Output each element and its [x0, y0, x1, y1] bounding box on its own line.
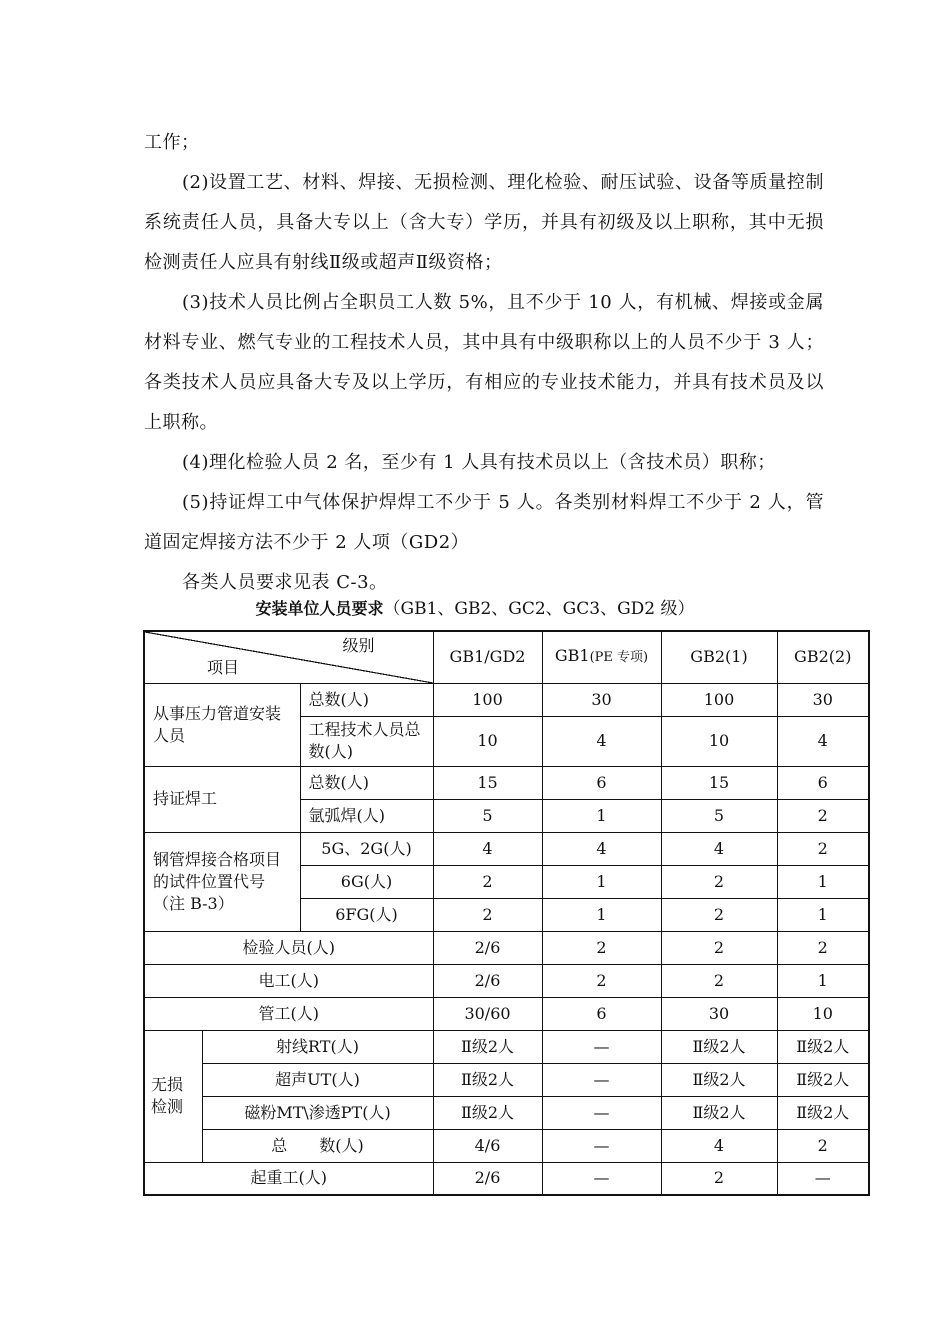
table-title-levels: （GB1、GB2、GC2、GC3、GD2 级） — [383, 599, 695, 619]
cell: — — [542, 1063, 661, 1096]
personnel-requirements-table — [143, 630, 870, 1196]
paragraph-3: (3)技术人员比例占全职员工人数 5%，且不少于 10 人，有机械、焊接或金属材料专业、燃气专业的工程技术人员，其中具有中级职称以上的人员不少于 3 人；各类技术人员应具备大专及以上学历，有相应的专业技术能力，并具有技术员及以上职称。 — [144, 292, 824, 433]
cell: 2 — [661, 898, 777, 931]
cell: Ⅱ级2人 — [433, 1063, 542, 1096]
row-label: 6G(人) — [300, 865, 433, 898]
row-label: 检验人员(人) — [144, 931, 433, 964]
row-label: 管工(人) — [144, 997, 433, 1030]
header-row — [144, 631, 869, 683]
header-level-label: 级别 — [342, 636, 375, 655]
cell: 15 — [433, 766, 542, 799]
row-label: 电工(人) — [144, 964, 433, 997]
group-steel-weld-positions: 钢管焊接合格项目的试件位置代号（注 B-3） — [144, 832, 300, 931]
cell: 1 — [542, 898, 661, 931]
cell: 6 — [542, 997, 661, 1030]
cell: 2/6 — [433, 964, 542, 997]
cell: 15 — [661, 766, 777, 799]
cell: 2 — [433, 898, 542, 931]
cell: 2 — [661, 865, 777, 898]
cell: 30 — [661, 997, 777, 1030]
row-label: 6FG(人) — [300, 898, 433, 931]
cell: 30 — [542, 683, 661, 716]
row-label: 氩弧焊(人) — [300, 799, 433, 832]
cell: 1 — [777, 898, 869, 931]
cell: 100 — [433, 683, 542, 716]
table-row — [144, 1162, 869, 1195]
cell: 1 — [777, 964, 869, 997]
cell: — — [777, 1162, 869, 1195]
cell: 1 — [542, 865, 661, 898]
header-col-gb1-pe-main: GB1 — [554, 646, 590, 666]
cell: Ⅱ级2人 — [433, 1030, 542, 1063]
cell: 6 — [777, 766, 869, 799]
cell: 4/6 — [433, 1129, 542, 1162]
header-diagonal-cell — [144, 631, 433, 683]
cell: 1 — [542, 799, 661, 832]
cell: 100 — [661, 683, 777, 716]
row-label: 起重工(人) — [144, 1162, 433, 1195]
paragraph-2: (2)设置工艺、材料、焊接、无损检测、理化检验、耐压试验、设备等质量控制系统责任人员，具备大专以上（含大专）学历，并具有初级及以上职称，其中无损检测责任人应具有射线Ⅱ级或超声Ⅱ级资格； — [144, 172, 824, 273]
table-row — [144, 683, 869, 716]
cell: 2 — [661, 964, 777, 997]
table-title-main: 安装单位人员要求 — [255, 599, 384, 618]
cell: 6 — [542, 766, 661, 799]
cell: Ⅱ级2人 — [433, 1096, 542, 1129]
cell: Ⅱ级2人 — [661, 1030, 777, 1063]
cell: 2 — [777, 832, 869, 865]
cell: 2/6 — [433, 1162, 542, 1195]
paragraph-5: (5)持证焊工中气体保护焊焊工不少于 5 人。各类别材料焊工不少于 2 人，管道固定焊接方法不少于 2 人项（GD2） — [144, 492, 824, 553]
cell: — — [542, 1030, 661, 1063]
cell: 2 — [542, 964, 661, 997]
cell: 10 — [661, 716, 777, 766]
cell: 30/60 — [433, 997, 542, 1030]
table-row — [144, 1063, 869, 1096]
table-row — [144, 997, 869, 1030]
cell: 2 — [777, 1129, 869, 1162]
cell: 2 — [777, 931, 869, 964]
table-row — [144, 832, 869, 865]
cell: — — [542, 1129, 661, 1162]
cell: 2 — [542, 931, 661, 964]
header-col-gb1-pe-sub: (PE 专项) — [589, 650, 649, 666]
row-label: 5G、2G(人) — [300, 832, 433, 865]
cell: 10 — [777, 997, 869, 1030]
group-install-personnel: 从事压力管道安装人员 — [144, 683, 300, 766]
cell: 30 — [777, 683, 869, 716]
table-row — [144, 964, 869, 997]
table-row — [144, 1129, 869, 1162]
cell: 2/6 — [433, 931, 542, 964]
cell: 4 — [433, 832, 542, 865]
header-col-gb2-1: GB2(1) — [661, 631, 777, 683]
cell: Ⅱ级2人 — [777, 1096, 869, 1129]
cell: 2 — [433, 865, 542, 898]
cell: 4 — [661, 1129, 777, 1162]
table-title — [0, 597, 950, 621]
paragraph-1: 工作； — [144, 132, 200, 153]
group-ndt: 无损检测 — [144, 1030, 202, 1162]
group-certified-welders: 持证焊工 — [144, 766, 300, 832]
cell: Ⅱ级2人 — [661, 1063, 777, 1096]
cell: — — [542, 1162, 661, 1195]
cell: 4 — [542, 716, 661, 766]
cell: 2 — [661, 1162, 777, 1195]
cell: Ⅱ级2人 — [661, 1096, 777, 1129]
cell: — — [542, 1096, 661, 1129]
header-item-label: 项目 — [207, 657, 240, 677]
row-label: 超声UT(人) — [202, 1063, 433, 1096]
table-row — [144, 1030, 869, 1063]
table-row — [144, 931, 869, 964]
row-label: 总 数(人) — [202, 1129, 433, 1162]
cell: 5 — [661, 799, 777, 832]
cell: 2 — [777, 799, 869, 832]
table-row — [144, 1096, 869, 1129]
row-label: 总数(人) — [300, 766, 433, 799]
cell: 2 — [661, 931, 777, 964]
cell: 4 — [777, 716, 869, 766]
cell: 5 — [433, 799, 542, 832]
table-row — [144, 766, 869, 799]
header-col-gb1-pe — [542, 631, 661, 683]
paragraph-6: 各类人员要求见表 C-3。 — [182, 572, 388, 593]
cell: Ⅱ级2人 — [777, 1030, 869, 1063]
header-col-gb2-2: GB2(2) — [777, 631, 869, 683]
header-col-gb1-gd2: GB1/GD2 — [433, 631, 542, 683]
cell: 4 — [661, 832, 777, 865]
paragraph-4: (4)理化检验人员 2 名，至少有 1 人具有技术员以上（含技术员）职称； — [182, 452, 776, 473]
cell: 1 — [777, 865, 869, 898]
row-label: 磁粉MT\渗透PT(人) — [202, 1096, 433, 1129]
row-label: 射线RT(人) — [202, 1030, 433, 1063]
cell: 10 — [433, 716, 542, 766]
row-label: 工程技术人员总数(人) — [300, 716, 433, 766]
cell: 4 — [542, 832, 661, 865]
cell: Ⅱ级2人 — [777, 1063, 869, 1096]
row-label: 总数(人) — [300, 683, 433, 716]
